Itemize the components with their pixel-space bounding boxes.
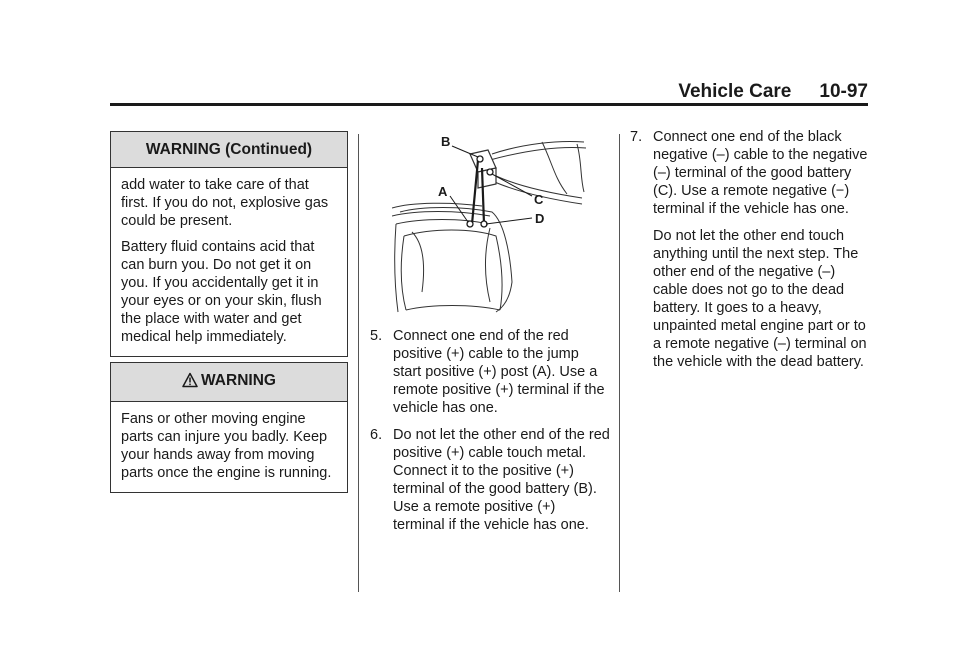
warning-fans-box <box>110 362 348 493</box>
warning-fans-title: WARNING <box>201 372 276 389</box>
steps-right <box>630 128 870 380</box>
column-divider-left <box>358 134 359 592</box>
warning-fans-body <box>111 402 347 492</box>
header-rule <box>110 103 868 106</box>
section-title: Vehicle Care <box>678 81 792 102</box>
steps-middle <box>370 327 610 543</box>
warning-fans-text: Fans or other moving engine parts can injure you badly. Keep your hands away from moving parts once the engine is running. <box>121 411 332 481</box>
label-b: B <box>441 134 451 149</box>
page-number: 10-97 <box>819 81 868 102</box>
step-6-number: 6. <box>370 427 383 443</box>
step-7-text: Connect one end of the black negative (–) cable to the negative (–) terminal of the good battery (C). Use a remote negative (−) terminal if the vehicle has one. <box>653 129 868 217</box>
warning-continued-paragraph-1: add water to take care of that first. If you do not, explosive gas could be present. <box>121 177 329 229</box>
page-header <box>110 80 868 104</box>
label-c: C <box>534 192 544 207</box>
step-6 <box>370 426 610 534</box>
warning-fans-header <box>111 363 347 402</box>
step-7-number: 7. <box>630 129 643 145</box>
step-5 <box>370 327 610 417</box>
jump-start-diagram <box>392 132 592 317</box>
warning-continued-title: WARNING (Continued) <box>111 132 347 168</box>
column-divider-right <box>619 134 620 592</box>
warning-continued-paragraph-2: Battery fluid contains acid that can burn you. Do not get it on you. If you accidentally get it in your eyes or on your skin, flush the place with water and get medical help immediately. <box>121 239 322 345</box>
step-6-text: Do not let the other end of the red positive (+) cable touch metal. Connect it to the positive (+) terminal of the good battery (B). Use a remote positive (+) terminal if the vehicle has one. <box>393 427 610 533</box>
step-7-note: Do not let the other end touch anything until the next step. The other end of the negative (–) cable does not go to the dead battery. It goes to a heavy, unpainted metal engine part or to a remote negative (–) terminal on the vehicle with the dead battery. <box>653 228 867 370</box>
step-5-number: 5. <box>370 328 383 344</box>
label-a: A <box>438 184 448 199</box>
label-d: D <box>535 211 545 226</box>
step-5-text: Connect one end of the red positive (+) cable to the jump start positive (+) post (A). Use a remote positive (+) terminal if the vehicle has one. <box>393 328 605 416</box>
warning-continued-box <box>110 131 348 357</box>
step-7 <box>630 128 870 371</box>
warning-triangle-icon <box>182 372 198 393</box>
warning-continued-body <box>111 168 347 356</box>
